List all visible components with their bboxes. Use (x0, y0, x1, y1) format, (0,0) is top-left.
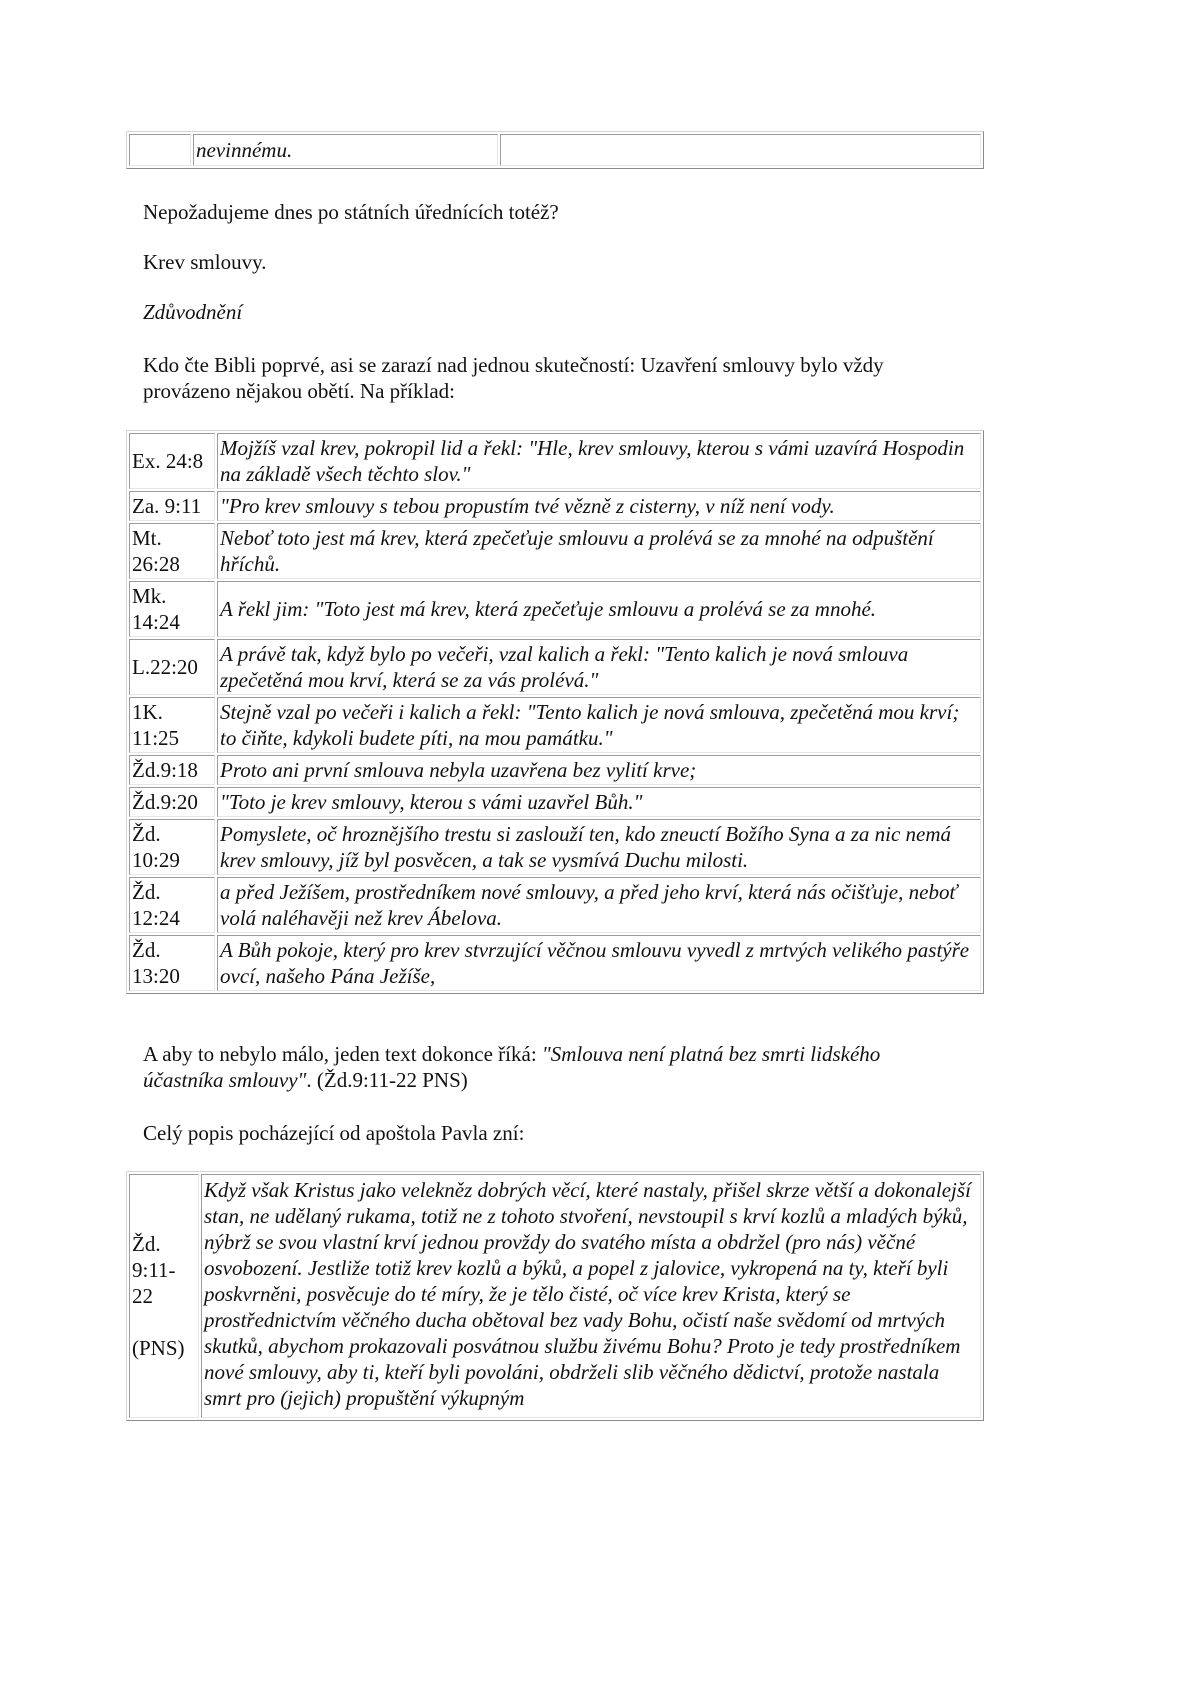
passage-reference-version: (PNS) (132, 1336, 185, 1360)
paragraph: Krev smlouvy. (143, 250, 267, 274)
table-cell: nevinnému. (193, 134, 498, 166)
paragraph (143, 1041, 963, 1093)
verse-text: Pomyslete, oč hroznějšího trestu si zaslouží ten, kdo zneuctí Božího Syna a za nic nemá krev smlouvy, jíž byl posvěcen, a tak se vysmívá Duchu milosti. (217, 819, 981, 875)
spacer (132, 1309, 196, 1335)
verse-text: Neboť toto jest má krev, která zpečeťuje smlouvu a prolévá se za mnohé na odpuštění hříchů. (217, 523, 981, 579)
verse-text: A řekl jim: "Toto jest má krev, která zpečeťuje smlouvu a prolévá se za mnohé. (217, 581, 981, 637)
table-row (129, 581, 981, 637)
section-heading: Zdůvodnění (143, 300, 243, 324)
verses-table (126, 430, 984, 994)
table-row (129, 787, 981, 817)
verse-reference: Mk. 14:24 (129, 581, 215, 637)
quote-text: "Smlouva není platná bez smrti lidského účastníka smlouvy" (143, 1042, 881, 1092)
verse-reference: 1K. 11:25 (129, 697, 215, 753)
table-row (129, 1174, 981, 1418)
verse-text: Stejně vzal po večeři i kalich a řekl: "Tento kalich je nová smlouva, zpečetěná mou krví; to čiňte, kdykoli budete píti, na mou památku." (217, 697, 981, 753)
verse-text: a před Ježíšem, prostředníkem nové smlouvy, a před jeho krví, která nás očišťuje, neboť volá naléhavěji než krev Ábelova. (217, 877, 981, 933)
table-cell (129, 134, 191, 166)
paragraph: Kdo čte Bibli poprvé, asi se zarazí nad jednou skutečností: Uzavření smlouvy bylo vždy provázeno nějakou obětí. Na příklad: (143, 353, 884, 403)
verse-reference: Žd. 10:29 (129, 819, 215, 875)
table-row (129, 697, 981, 753)
table-row (129, 819, 981, 875)
passage-text: Když však Kristus jako velekněz dobrých věcí, které nastaly, přišel skrze větší a dokonalejší stan, ne udělaný rukama, totiž ne z tohoto stvoření, nevstoupil s krví kozlů a mladých býků, nýbrž se svou vlastní krví jednou provždy do svatého místa a obdržel (pro nás) věčné osvobození. Jestliže totiž krev kozlů a býků, a popel z jalovice, vykropená na ty, kteří byli poskvrněni, posvěcuje do té míry, že je tělo čisté, oč více krev Krista, který se prostřednictvím věčného ducha obětoval bez vady Bohu, očistí naše svědomí od mrtvých skutků, abychom prokazovali posvátnou službu živému Bohu? Proto je tedy prostředníkem nové smlouvy, aby ti, kteří byli povoláni, obdrželi slib věčného dědictví, protože nastala smrt pro (jejich) propuštění výkupným (201, 1174, 981, 1418)
verse-text: A Bůh pokoje, který pro krev stvrzující věčnou smlouvu vyvedl z mrtvých velikého pastýře ovcí, našeho Pána Ježíše, (217, 935, 981, 991)
verse-reference: Mt. 26:28 (129, 523, 215, 579)
verse-text: "Pro krev smlouvy s tebou propustím tvé vězně z cisterny, v níž není vody. (217, 491, 981, 521)
citation-text: . (Žd.9:11-22 PNS) (306, 1068, 468, 1092)
paragraph: Celý popis pocházející od apoštola Pavla zní: (143, 1121, 525, 1145)
continuation-table (126, 131, 984, 169)
table-row (129, 639, 981, 695)
passage-reference (129, 1174, 199, 1418)
paragraph: Nepožadujeme dnes po státních úřednících totéž? (143, 200, 559, 224)
verse-reference: Ex. 24:8 (129, 433, 215, 489)
verse-reference: Žd.9:20 (129, 787, 215, 817)
verse-text: A právě tak, když bylo po večeři, vzal kalich a řekl: "Tento kalich je nová smlouva zpečetěná mou krví, která se za vás prolévá." (217, 639, 981, 695)
table-cell (500, 134, 981, 166)
verse-text: Proto ani první smlouva nebyla uzavřena bez vylití krve; (217, 755, 981, 785)
table-row (129, 877, 981, 933)
verse-reference: L.22:20 (129, 639, 215, 695)
table-row (129, 935, 981, 991)
passage-reference-main: Žd. 9:11-22 (132, 1232, 176, 1308)
verse-text: "Toto je krev smlouvy, kterou s vámi uzavřel Bůh." (217, 787, 981, 817)
table-row (129, 491, 981, 521)
verse-reference: Žd. 12:24 (129, 877, 215, 933)
verse-text: Mojžíš vzal krev, pokropil lid a řekl: "Hle, krev smlouvy, kterou s vámi uzavírá Hospodin na základě všech těchto slov." (217, 433, 981, 489)
verse-reference: Žd.9:18 (129, 755, 215, 785)
table-row (129, 523, 981, 579)
table-row (129, 134, 981, 166)
table-row (129, 433, 981, 489)
table-row (129, 755, 981, 785)
paragraph-text: A aby to nebylo málo, jeden text dokonce říká: (143, 1042, 542, 1066)
verse-reference: Žd. 13:20 (129, 935, 215, 991)
verse-reference: Za. 9:11 (129, 491, 215, 521)
pns-passage-table (126, 1171, 984, 1421)
